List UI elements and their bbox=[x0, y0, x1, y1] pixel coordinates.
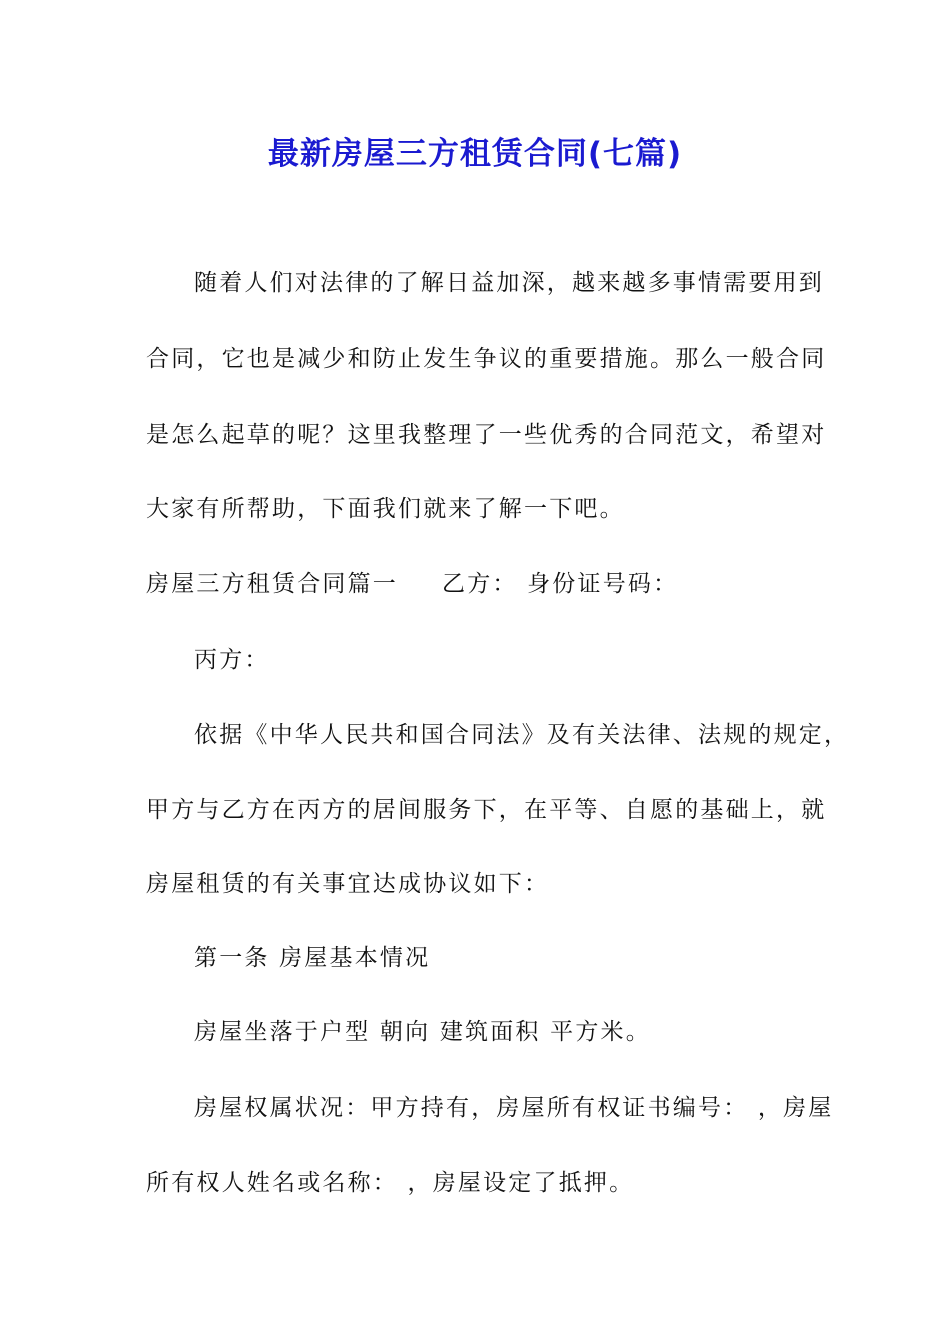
section-heading: 房屋三方租赁合同篇一 bbox=[146, 571, 398, 597]
paragraph-line: 所有权人姓名或名称： ，房屋设定了抵押。 bbox=[146, 1170, 635, 1196]
paragraph-line: 房屋租赁的有关事宜达成协议如下： bbox=[146, 871, 550, 897]
document-title: 最新房屋三方租赁合同(七篇) bbox=[267, 136, 683, 172]
paragraph-line: 大家有所帮助，下面我们就来了解一下吧。 bbox=[146, 496, 625, 522]
paragraph-line: 房屋坐落于户型 朝向 建筑面积 平方米。 bbox=[194, 1019, 651, 1045]
article-heading: 第一条 房屋基本情况 bbox=[194, 945, 431, 971]
paragraph-line: 合同，它也是减少和防止发生争议的重要措施。那么一般合同 bbox=[146, 346, 827, 372]
paragraph-line: 房屋权属状况：甲方持有，房屋所有权证书编号： ，房屋 bbox=[194, 1095, 834, 1121]
party-c-line: 丙方： bbox=[194, 647, 270, 673]
party-b-label: 乙方： 身份证号码： bbox=[442, 571, 679, 597]
paragraph-line: 是怎么起草的呢？这里我整理了一些优秀的合同范文，希望对 bbox=[146, 422, 827, 448]
paragraph-line: 甲方与乙方在丙方的居间服务下，在平等、自愿的基础上，就 bbox=[146, 797, 827, 823]
section-heading-line bbox=[146, 569, 816, 599]
paragraph-line: 依据《中华人民共和国合同法》及有关法律、法规的规定， bbox=[194, 722, 850, 748]
paragraph-line: 随着人们对法律的了解日益加深，越来越多事情需要用到 bbox=[194, 270, 824, 296]
